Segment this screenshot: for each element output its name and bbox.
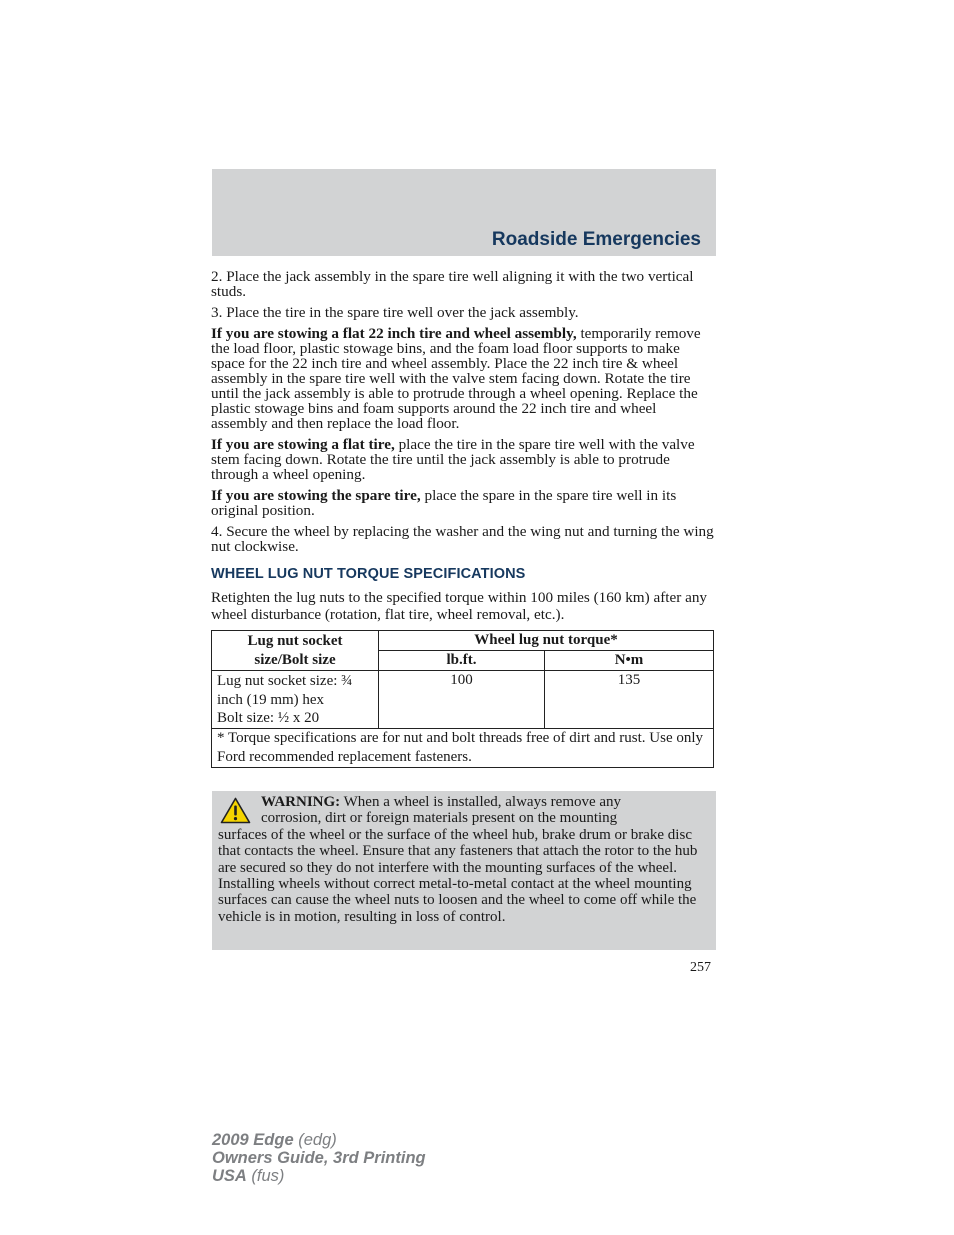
warning-line-1-text: When a wheel is installed, always remove any [340, 794, 622, 810]
footer-line-2 [212, 1149, 426, 1167]
footer-guide: Owners Guide, 3rd Printing [212, 1149, 426, 1167]
cell-lbft: 100 [379, 671, 545, 729]
page-title: Roadside Emergencies [491, 229, 701, 250]
warning-line-1 [218, 794, 708, 810]
step-4-paragraph: 4. Secure the wheel by replacing the washer and the wing nut and turning the wing nut clockwise. [211, 523, 714, 555]
spec-line-1: Lug nut socket size: ¾ [217, 673, 353, 689]
flat-tire-text: place the tire in the spare tire well with the valve stem facing down. Rotate the tire until the jack assembly is able to protrude through a wheel opening. [211, 436, 695, 483]
footer-market: USA [212, 1167, 247, 1185]
flat-22-text: temporarily remove the load floor, plastic stowage bins, and the foam load floor supports to make space for the 22 inch tire and wheel assembly. Place the 22 inch tire & wheel assembly in the spare tire well with the valve stem facing down. Rotate the tire until the jack assembly is able to protrude through a wheel opening. Replace the plastic stowage bins and foam supports around the 22 inch tire and wheel assembly and then replace the load floor. [211, 325, 701, 432]
col-header-lbft: lb.ft. [379, 651, 545, 671]
spec-line-3: Bolt size: ½ x 20 [217, 710, 320, 726]
cell-nm: 135 [545, 671, 714, 729]
footer-model: 2009 Edge [212, 1131, 294, 1149]
spare-tire-lead: If you are stowing the spare tire, [211, 487, 421, 504]
torque-spec-table [211, 630, 714, 768]
spec-line-2: inch (19 mm) hex [217, 691, 325, 708]
spare-tire-text: place the spare in the spare tire well in its original position. [211, 487, 677, 519]
warning-label: WARNING: [261, 794, 341, 810]
page-number: 257 [690, 960, 711, 975]
step-3-paragraph: 3. Place the tire in the spare tire well over the jack assembly. [211, 304, 579, 321]
section-header-bar [212, 169, 716, 256]
footer-line-1 [212, 1131, 426, 1149]
flat-tire-lead: If you are stowing a flat tire, [211, 436, 395, 453]
cell-spec [212, 671, 379, 729]
spare-tire-paragraph [211, 488, 716, 518]
col-header-line-2: size/Bolt size [254, 651, 336, 668]
flat-22-lead: If you are stowing a flat 22 inch tire and wheel assembly, [211, 325, 577, 342]
col-header-nm: N•m [545, 651, 714, 671]
warning-line-2: corrosion, dirt or foreign materials present on the mounting [261, 810, 618, 827]
footer-market-code: (fus) [246, 1167, 285, 1185]
table-footnote: * Torque specifications are for nut and bolt threads free of dirt and rust. Use only Ford recommended replacement fasteners. [212, 728, 714, 767]
footer-model-code: (edg) [293, 1131, 337, 1149]
main-content [211, 269, 716, 768]
warning-text [218, 794, 708, 925]
section-heading: WHEEL LUG NUT TORQUE SPECIFICATIONS [211, 566, 526, 582]
col-header-socket-size [212, 631, 379, 671]
step-2-paragraph: 2. Place the jack assembly in the spare tire well aligning it with the two vertical studs. [211, 268, 694, 300]
section-intro: Retighten the lug nuts to the specified torque within 100 miles (160 km) after any wheel disturbance (rotation, flat tire, wheel removal, etc.). [211, 589, 708, 623]
warning-body: surfaces of the wheel or the surface of the wheel hub, brake drum or brake disc that contacts the wheel. Ensure that any fasteners that attach the rotor to the hub are secured so they do not interfere with the mounting surfaces of the wheel. Installing wheels without correct metal-to-metal contact at the wheel mounting surfaces can cause the wheel nuts to loosen and the wheel to come off while the vehicle is in motion, resulting in loss of control. [218, 826, 698, 925]
document-footer [212, 1131, 426, 1185]
footer-line-3 [212, 1167, 426, 1185]
flat-22-paragraph [211, 326, 716, 431]
col-header-line-1: Lug nut socket [247, 632, 343, 649]
col-header-torque-group: Wheel lug nut torque* [379, 631, 714, 651]
flat-tire-paragraph [211, 437, 716, 482]
table-row [212, 671, 714, 729]
warning-box [212, 791, 716, 950]
